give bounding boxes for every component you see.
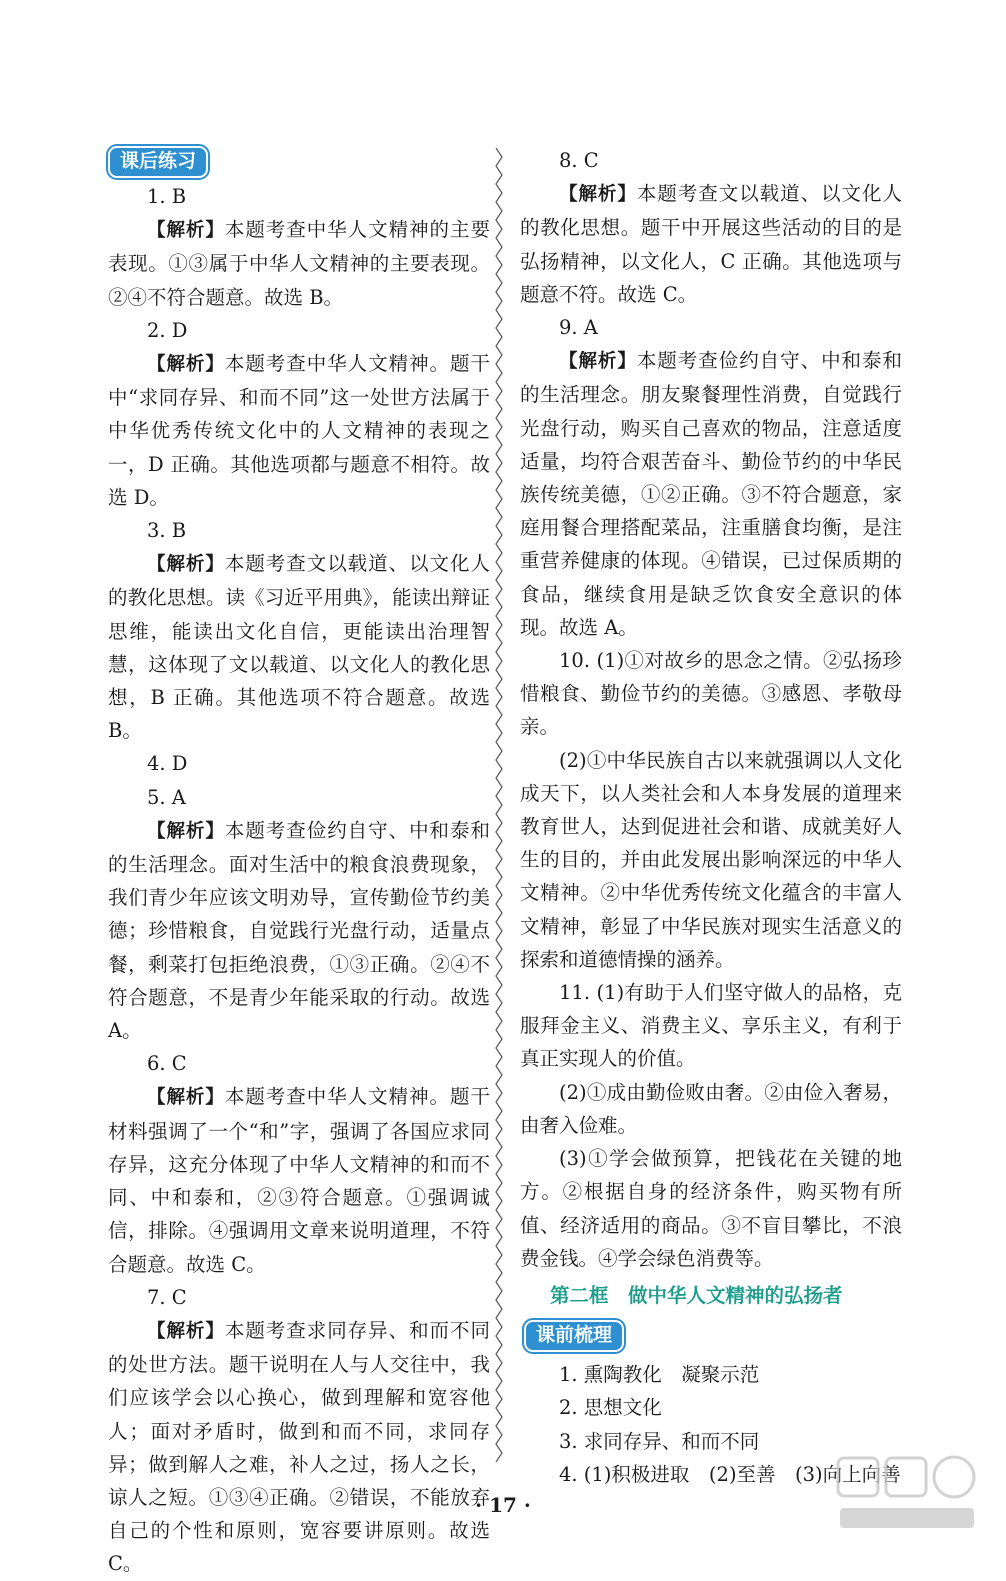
answer-number: 8. C [559, 149, 599, 172]
right-answers [520, 144, 902, 1275]
analysis-text: 本题考查中华人文精神。题干材料强调了一个“和”字，强调了各国应求同存异，这充分体现了中华人文精神的和而不同、中和泰和，②③符合题意。①强调诚信，排除。④强调用文章来说明道理，不符合题意。故选 C。 [108, 1085, 490, 1276]
analysis-text: 本题考查求同存异、和而不同的处世方法。题干说明在人与人交往中，我们应该学会以心换心，做到理解和宽容他人；面对矛盾时，做到和而不同，求同存异；做到解人之难，补人之过，扬人之长，谅人之短。①③④正确。②错误，不能放弃自己的个性和原则，宽容要讲原则。故选 C。 [108, 1318, 490, 1576]
left-answers [108, 180, 490, 1581]
analysis-paragraph [108, 213, 490, 314]
column-divider [494, 148, 504, 1466]
analysis-text: 本题考查俭约自守、中和泰和的生活理念。面对生活中的粮食浪费现象，我们青少年应该文明劝导，宣传勤俭节约美德；珍惜粮食，自觉践行光盘行动，适量点餐，剩菜打包拒绝浪费，①③正确。②④不符合题意，不是青少年能采取的行动。故选 A。 [108, 818, 490, 1043]
watermark-logo [832, 1452, 982, 1532]
analysis-paragraph [108, 547, 490, 747]
analysis-tag: 【解析】 [147, 554, 225, 576]
left-column [108, 144, 490, 1581]
section-badge-homework: 课后练习 [108, 146, 208, 178]
answer-number: 7. C [147, 1285, 187, 1309]
analysis-text: 本题考查中华人文精神的主要表现。①③属于中华人文精神的主要表现。②④不符合题意。故选 B。 [108, 218, 490, 309]
answer-paragraph: (3)①学会做预算，把钱花在关键的地方。②根据自身的经济条件，购买物有所值、经济适用的商品。③不盲目攀比，不浪费金钱。④学会绿色消费等。 [520, 1147, 902, 1270]
analysis-paragraph [520, 177, 902, 311]
analysis-text: 本题考查文以载道、以文化人的教化思想。题干中开展这些活动的目的是弘扬精神，以文化人，C 正确。其他选项与题意不符。故选 C。 [520, 182, 902, 306]
answer-paragraph: 11. (1)有助于人们坚守做人的品格，克服拜金主义、消费主义、享乐主义，有利于真正实现人的价值。 [520, 981, 902, 1071]
answer-number: 1. B [147, 185, 187, 208]
preview-item: 2. 思想文化 [559, 1396, 662, 1420]
preview-item: 1. 熏陶教化 凝聚示范 [559, 1363, 760, 1387]
analysis-tag: 【解析】 [559, 184, 637, 206]
analysis-text: 本题考查俭约自守、中和泰和的生活理念。朋友聚餐理性消费，自觉践行光盘行动，购买自己喜欢的物品，注意适度适量，均符合艰苦奋斗、勤俭节约的中华民族传统美德，①②正确。③不符合题意，家庭用餐合理搭配菜品，注重膳食均衡，是注重营养健康的体现。④错误，已过保质期的食品，继续食用是缺乏饮食安全意识的体现。故选 A。 [520, 349, 902, 639]
answer-number: 5. A [147, 785, 186, 809]
analysis-paragraph [108, 347, 490, 514]
analysis-paragraph [520, 344, 902, 644]
page-number: · 17 · [475, 1493, 531, 1517]
analysis-tag: 【解析】 [147, 1087, 225, 1109]
analysis-tag: 【解析】 [559, 351, 637, 373]
analysis-text: 本题考查中华人文精神。题干中“求同存异、和而不同”这一处世方法属于中华优秀传统文化中的人文精神的表现之一，D 正确。其他选项都与题意不相符。故选 D。 [108, 352, 490, 509]
preview-item: 3. 求同存异、和而不同 [559, 1429, 760, 1453]
right-column [520, 144, 902, 1491]
answer-paragraph: (2)①中华民族自古以来就强调以人文化成天下，以人类社会和人本身发展的道理来教育世人，达到促进社会和谐、成就美好人生的目的，并由此发展出影响深远的中华人文精神。②中华优秀传统文化蕴含的丰富人文精神，彰显了中华民族对现实生活意义的探索和道德情操的涵养。 [520, 748, 902, 971]
analysis-tag: 【解析】 [147, 1320, 225, 1342]
preview-item: 4. (1)积极进取 (2)至善 (3)向上向善 [559, 1462, 901, 1486]
analysis-paragraph [108, 1080, 490, 1280]
answer-number: 4. D [147, 752, 188, 776]
answer-paragraph: (2)①成由勤俭败由奢。②由俭入奢易，由奢入俭难。 [520, 1080, 902, 1137]
analysis-tag: 【解析】 [147, 820, 225, 842]
section-title: 第二框 做中华人文精神的弘扬者 [550, 1283, 843, 1307]
analysis-tag: 【解析】 [147, 220, 225, 242]
analysis-paragraph [108, 814, 490, 1047]
analysis-text: 本题考查文以载道、以文化人的教化思想。读《习近平用典》，能读出辩证思维，能读出文化自信，更能读出治理智慧，这体现了文以载道、以文化人的教化思想，B 正确。其他选项不符合题意。故选 B。 [108, 552, 490, 743]
section-badge-preview: 课前梳理 [524, 1320, 624, 1352]
answer-number: 3. B [147, 519, 187, 543]
answer-number: 2. D [147, 318, 188, 342]
analysis-tag: 【解析】 [147, 354, 225, 376]
answer-number: 9. A [559, 316, 598, 340]
answer-paragraph: 10. (1)①对故乡的思念之情。②弘扬珍惜粮食、勤俭节约的美德。③感恩、孝敬母亲。 [520, 649, 902, 739]
analysis-paragraph [108, 1314, 490, 1581]
answer-number: 6. C [147, 1052, 187, 1076]
